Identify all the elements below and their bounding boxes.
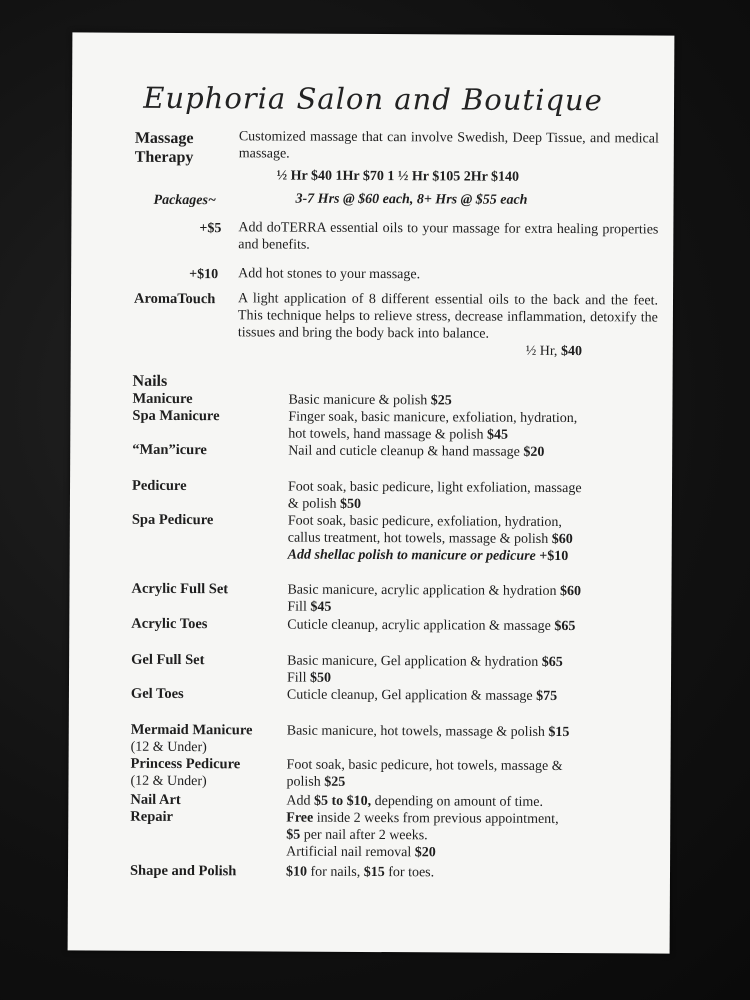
description-line — [288, 409, 577, 428]
nail-service-label — [132, 442, 207, 459]
service-name: Spa Manicure — [132, 407, 220, 425]
nail-service-description — [288, 392, 451, 410]
addon-stones-price: +$10 — [189, 267, 219, 283]
nail-service-label — [132, 391, 192, 408]
text-segment: Foot soak, basic pedicure, hot towels, massage & — [286, 757, 563, 775]
text-segment: & polish — [287, 496, 341, 512]
nail-service-description — [286, 810, 559, 862]
text-segment: Add — [286, 793, 315, 809]
price-segment: $15 — [548, 724, 570, 741]
price-segment: $75 — [536, 688, 558, 704]
price-segment: $65 — [541, 654, 563, 671]
nail-service-label — [132, 408, 219, 425]
text-segment: callus treatment, hot towels, massage & polish — [287, 530, 552, 547]
packages-label: Packages~ — [153, 192, 216, 209]
nail-service-label — [130, 756, 240, 791]
nail-service-description — [288, 409, 577, 445]
price-segment: $25 — [324, 774, 346, 790]
nail-service-label — [132, 478, 187, 495]
addon-oils-price: +$5 — [199, 221, 222, 237]
service-name: Manicure — [132, 390, 193, 408]
service-name: Acrylic Full Set — [131, 580, 229, 598]
text-segment: Cuticle cleanup, acrylic application & massage — [287, 617, 555, 634]
nail-service-description — [286, 864, 434, 882]
price-segment: $60 — [551, 531, 573, 548]
text-segment: inside 2 weeks from previous appointment, — [313, 810, 559, 827]
nail-service-description — [286, 793, 543, 811]
price-list-sheet — [68, 32, 675, 953]
text-segment: Basic manicure, acrylic application & hydration — [287, 582, 561, 599]
description-line — [286, 827, 558, 845]
price-segment: Free — [286, 810, 314, 826]
description-line — [288, 392, 451, 410]
nail-service-description — [288, 513, 573, 565]
nail-service-description — [288, 443, 544, 461]
description-line — [288, 426, 577, 445]
service-name: Nail Art — [130, 791, 181, 809]
text-segment: Artificial nail removal — [286, 844, 415, 861]
text-segment: for nails, — [306, 864, 364, 880]
text-segment: Foot soak, basic pedicure, exfoliation, hydration, — [287, 513, 562, 531]
service-name: “Man”icure — [132, 441, 207, 459]
description-line — [287, 582, 581, 601]
description-line — [287, 599, 581, 618]
nail-service-label — [130, 809, 173, 826]
text-segment: Foot soak, basic pedicure, light exfoliation, massage — [287, 479, 582, 497]
price-segment: $25 — [430, 393, 452, 409]
description-line — [287, 757, 563, 775]
nail-service-label — [131, 581, 228, 599]
nail-service-description — [287, 617, 575, 636]
description-line — [288, 496, 582, 515]
text-segment: polish — [286, 774, 325, 790]
addon-oils-text: Add doTERRA essential oils to your massage for extra healing properties and benefits. — [238, 220, 659, 253]
service-name: Shape and Polish — [129, 862, 237, 880]
massage-prices: ½ Hr $40 1Hr $70 1 ½ Hr $105 2Hr $140 — [276, 168, 520, 185]
price-segment: +$10 — [535, 548, 569, 565]
service-note: (12 & Under) — [130, 739, 207, 756]
service-name: Mermaid Manicure — [130, 721, 253, 739]
description-line — [287, 670, 563, 688]
description-line — [286, 810, 558, 828]
massage-description: Customized massage that can involve Swedish, Deep Tissue, and medical massage. — [238, 129, 659, 162]
salon-title: Euphoria Salon and Boutique — [143, 80, 603, 118]
aromatouch-price: ½ Hr, $40 — [525, 343, 583, 360]
price-segment: $45 — [486, 427, 509, 443]
description-line — [286, 793, 543, 811]
packages-prices: 3-7 Hrs @ $60 each, 8+ Hrs @ $55 each — [295, 191, 528, 208]
service-note: (12 & Under) — [130, 773, 207, 790]
service-name: Repair — [130, 808, 174, 825]
text-segment: depending on amount of time. — [371, 794, 544, 810]
description-line — [287, 687, 557, 705]
aromatouch-label: AromaTouch — [133, 290, 216, 308]
text-segment: Fill — [287, 599, 311, 615]
price-segment: $10 — [285, 864, 308, 880]
text-segment: Finger soak, basic manicure, exfoliation, hydration, — [288, 409, 578, 427]
price-segment: $50 — [309, 670, 332, 686]
price-segment: Add shellac polish to manicure or pedicure — [287, 547, 536, 564]
price-segment: $50 — [340, 496, 362, 512]
service-name: Princess Pedicure — [130, 755, 241, 773]
text-segment: Basic manicure, Gel application & hydration — [287, 653, 542, 670]
text-segment: per nail after 2 weeks. — [300, 827, 428, 844]
text-segment: for toes. — [384, 865, 435, 881]
text-segment: Nail and cuticle cleanup & hand massage — [288, 443, 524, 460]
price-segment: $65 — [554, 618, 576, 635]
text-segment: Cuticle cleanup, Gel application & massage — [286, 687, 537, 704]
service-name: Gel Full Set — [131, 651, 205, 669]
price-segment: $5 to $10, — [313, 793, 372, 810]
description-line — [288, 513, 573, 531]
nail-service-label — [131, 722, 253, 757]
price-segment: $60 — [559, 583, 582, 600]
description-line — [288, 479, 582, 498]
nail-service-label — [132, 512, 214, 529]
description-line — [287, 617, 575, 636]
nail-service-description — [287, 653, 563, 688]
service-name: Gel Toes — [130, 685, 184, 703]
nail-service-label — [131, 616, 207, 633]
description-line — [288, 547, 573, 565]
nail-service-description — [286, 757, 562, 792]
nail-service-description — [287, 687, 557, 705]
nail-service-label — [130, 863, 236, 881]
text-segment: Basic manicure, hot towels, massage & polish — [286, 723, 549, 740]
massage-therapy-heading: Massage Therapy — [134, 129, 194, 167]
description-line — [286, 844, 558, 862]
addon-stones-text: Add hot stones to your massage. — [238, 266, 421, 283]
nail-service-label — [130, 792, 180, 809]
description-line — [286, 774, 562, 792]
price-segment: $5 — [286, 827, 301, 843]
price-segment: $15 — [363, 864, 385, 881]
aromatouch-text: A light application of 8 different essential oils to the back and the feet. This technique helps to relieve stress, decrease inflammation, detoxify the tissues and bring the body back into balance. — [237, 291, 659, 342]
nail-service-label — [131, 686, 184, 703]
price-segment: $45 — [310, 599, 332, 615]
text-segment: Basic manicure & polish — [288, 392, 431, 409]
description-line — [286, 864, 434, 882]
text-segment: Fill — [286, 670, 311, 686]
nail-service-label — [131, 652, 204, 669]
nail-service-description — [287, 723, 570, 741]
description-line — [287, 723, 570, 741]
description-line — [288, 443, 544, 461]
service-name: Pedicure — [131, 477, 187, 495]
description-line — [288, 530, 573, 548]
text-segment: hot towels, hand massage & polish — [288, 426, 488, 443]
service-name: Spa Pedicure — [131, 511, 214, 529]
service-name: Acrylic Toes — [131, 615, 208, 633]
nail-service-description — [288, 479, 582, 515]
nail-service-description — [287, 582, 581, 618]
price-segment: $20 — [414, 845, 436, 861]
nails-heading: Nails — [132, 372, 168, 390]
price-segment: $20 — [523, 444, 545, 460]
description-line — [287, 653, 563, 671]
